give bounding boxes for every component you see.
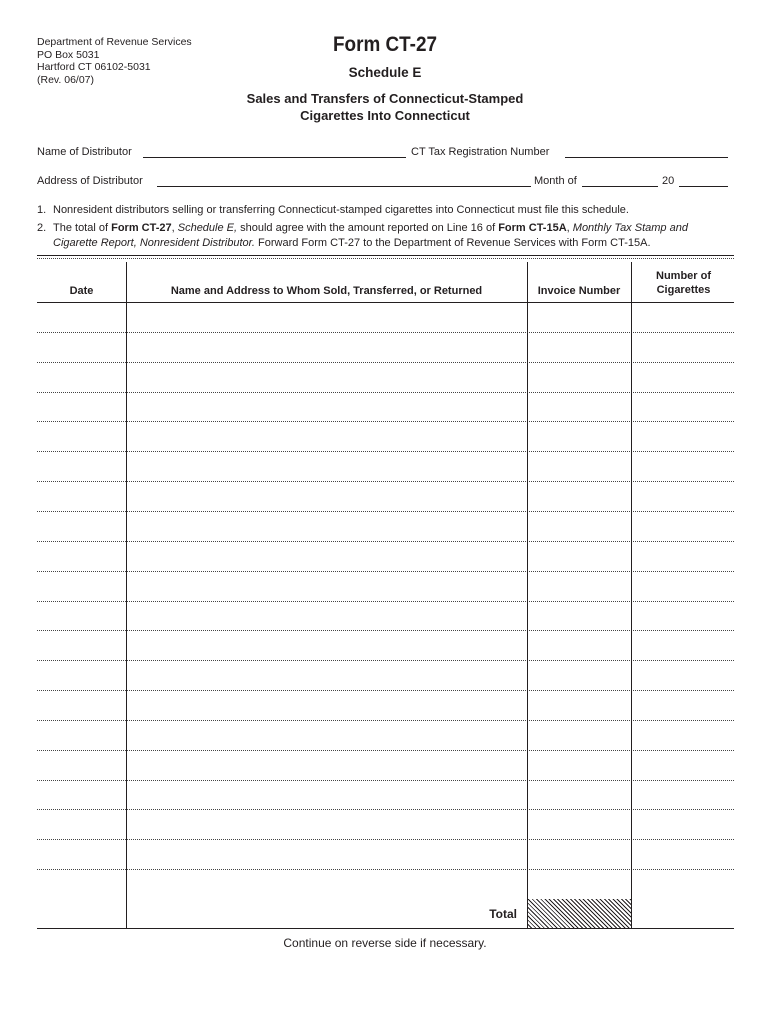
report-title: Cigarette Report, Nonresident Distributor. (53, 237, 255, 249)
instruction-text: , (566, 222, 573, 234)
revision-date: (Rev. 06/07) (37, 73, 94, 86)
table-row[interactable] (37, 542, 734, 571)
subtitle-line: Cigarettes Into Connecticut (300, 108, 470, 123)
table-row[interactable] (37, 482, 734, 511)
table-top-rule (37, 255, 734, 256)
schedule-title: Schedule E (348, 65, 422, 80)
table-row[interactable] (37, 631, 734, 660)
report-title: Monthly Tax Stamp and (572, 222, 688, 234)
year-field[interactable] (679, 186, 728, 187)
form-title: Form CT-27 (333, 33, 437, 56)
form-subtitle (160, 90, 610, 124)
year-prefix-label: 20 (662, 175, 675, 187)
total-invoice-cell-hatched (528, 899, 631, 928)
distributor-address-label: Address of Distributor (37, 175, 143, 187)
instruction-1 (37, 203, 737, 218)
month-label: Month of (534, 175, 577, 187)
table-row[interactable] (37, 661, 734, 690)
instruction-text: Forward Form CT-27 to the Department of Revenue Services with Form CT-15A. (254, 237, 651, 249)
agency-address (37, 36, 192, 86)
form-reference: Form CT-27 (111, 222, 172, 234)
column-divider (631, 262, 632, 928)
total-cigarettes-field[interactable] (632, 899, 734, 928)
agency-line: Department of Revenue Services (37, 36, 192, 48)
table-row[interactable] (37, 870, 734, 899)
tax-registration-field[interactable] (565, 157, 728, 158)
total-label: Total (489, 907, 517, 921)
table-top-rule (37, 258, 734, 259)
table-row[interactable] (37, 333, 734, 362)
col-header-date: Date (69, 285, 94, 297)
agency-line: Hartford CT 06102-5031 (37, 61, 151, 73)
instruction-number: 1. (37, 204, 47, 216)
column-divider (126, 262, 127, 928)
table-row[interactable] (37, 363, 734, 392)
col-header-number-of-cigarettes: Number of Cigarettes (656, 270, 711, 296)
table-row[interactable] (37, 840, 734, 869)
distributor-address-field[interactable] (157, 186, 531, 187)
col-header-name-address: Name and Address to Whom Sold, Transferred, or Returned (170, 285, 483, 297)
agency-line: PO Box 5031 (37, 48, 100, 61)
table-row[interactable] (37, 810, 734, 839)
instruction-text: Nonresident distributors selling or transferring Connecticut-stamped cigarettes into Connecticut must file this schedule. (53, 204, 629, 216)
column-divider (527, 262, 528, 928)
table-row[interactable] (37, 452, 734, 481)
subtitle-line: Sales and Transfers of Connecticut-Stamped (246, 91, 524, 106)
table-row[interactable] (37, 303, 734, 332)
distributor-name-field[interactable] (143, 157, 406, 158)
table-row[interactable] (37, 721, 734, 750)
table-row[interactable] (37, 691, 734, 720)
table-row[interactable] (37, 751, 734, 780)
table-row[interactable] (37, 572, 734, 601)
continue-note: Continue on reverse side if necessary. (283, 936, 487, 950)
table-row[interactable] (37, 512, 734, 541)
table-bottom-rule (37, 928, 734, 929)
instruction-text: should agree with the amount reported on Line 16 of (237, 222, 499, 234)
instruction-number: 2. (37, 222, 47, 234)
instruction-text: The total of (53, 222, 112, 234)
distributor-name-label: Name of Distributor (37, 146, 132, 158)
month-field[interactable] (582, 186, 658, 187)
instruction-text: , (171, 222, 178, 234)
table-row[interactable] (37, 422, 734, 451)
col-header-invoice-number: Invoice Number (537, 285, 621, 297)
tax-registration-label: CT Tax Registration Number (411, 146, 550, 158)
schedule-reference: Schedule E, (177, 222, 238, 234)
table-row[interactable] (37, 602, 734, 630)
table-row[interactable] (37, 781, 734, 809)
instruction-2 (37, 221, 737, 251)
form-reference: Form CT-15A (498, 222, 567, 234)
table-row[interactable] (37, 393, 734, 421)
